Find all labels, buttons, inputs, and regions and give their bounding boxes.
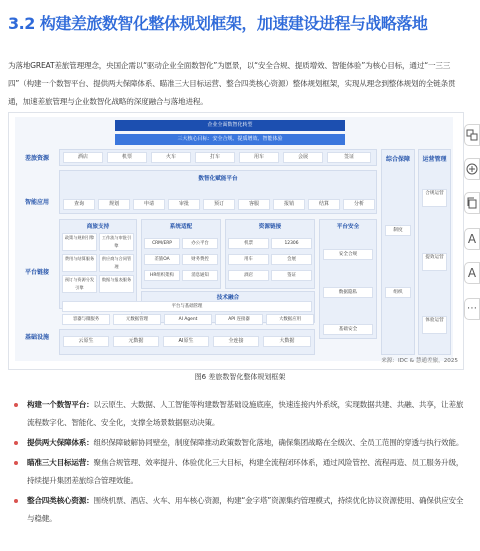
tech-cell: API 连接器 xyxy=(215,314,263,325)
app-cell: 客服 xyxy=(238,199,270,210)
tech-cell: 容器与微服务 xyxy=(62,314,110,325)
app-cell: 申请 xyxy=(133,199,165,210)
channel-cell: 机票 xyxy=(228,238,269,249)
security-cell: 安全合规 xyxy=(323,249,373,260)
figure-caption: 图6 差旅数智化整体规划框架 xyxy=(194,373,286,381)
bullet-item xyxy=(10,454,464,490)
tech-platform-bar: 平台与基础管理 xyxy=(62,301,312,312)
app-cell: 预订 xyxy=(203,199,235,210)
bullet-head: 整合四类核心资源： xyxy=(27,496,94,505)
infra-cell: 云原生 xyxy=(63,336,109,347)
business-cell: 政策与规则引擎 xyxy=(62,233,97,251)
intro-paragraph: 为落地GREAT差旅管理理念，央国企需以“驱动企业全面数智化”为愿景，以“安全合规、提质增效、智能体验”为核心目标，通过“一三三四”（构建一个数智平台、提供两大保障体系、瞄准三大目标运营、整合四类核心资源）整体规划框架，实现从理念到整体规划的全链条贯通，加速差旅管理与企业数智化战略的深度融合与落地进程。 xyxy=(8,61,456,106)
systems-title: 系统适配 xyxy=(169,224,193,230)
guarantee-panel xyxy=(381,149,415,355)
resource-cell: 机票 xyxy=(107,152,147,163)
app-cell: 规划 xyxy=(98,199,130,210)
system-cell: 办公平台 xyxy=(182,238,218,249)
ops-title: 运营管理 xyxy=(422,156,447,163)
bullet-head: 提供两大保障体系： xyxy=(27,438,94,447)
bullet-item xyxy=(10,434,464,452)
app-cell: 查询 xyxy=(63,199,95,210)
framework-diagram xyxy=(15,117,453,361)
system-cell: 差旅OA xyxy=(144,254,180,265)
guarantee-cell: 组织 xyxy=(385,287,411,298)
row-label-infra: 基础设施 xyxy=(24,334,49,341)
section-title: 3.2 构建差旅数智化整体规划框架，加速建设进程与战略落地 xyxy=(8,14,428,33)
business-title: 商旅支持 xyxy=(86,224,110,230)
business-cell: 预订与资源分发引擎 xyxy=(62,275,97,293)
bullet-item xyxy=(10,396,464,432)
security-panel xyxy=(319,219,377,339)
row-label-links: 平台链接 xyxy=(24,269,49,276)
security-title: 平台安全 xyxy=(336,224,360,230)
business-cell: 数据与报表服务 xyxy=(99,275,134,293)
resource-cell: 会展 xyxy=(283,152,323,163)
infra-cell: AI原生 xyxy=(163,336,209,347)
vision-bar: 企业全面数智化转型 xyxy=(115,120,345,131)
business-cell: 供应商与合同管理 xyxy=(99,254,134,272)
guarantee-title: 综合保障 xyxy=(385,156,410,163)
ops-cell: 提效运营 xyxy=(422,253,447,271)
system-cell: CRM/ERP xyxy=(144,238,180,249)
app-cell: 报销 xyxy=(273,199,305,210)
resource-cell: 用车 xyxy=(239,152,279,163)
bullet-head: 瞄准三大目标运营： xyxy=(27,458,94,467)
resource-cell: 签证 xyxy=(327,152,371,163)
ops-cell: 合规运营 xyxy=(422,189,447,207)
app-cell: 结算 xyxy=(308,199,340,210)
channel-cell: 签证 xyxy=(271,270,312,281)
infra-cell: 元数据 xyxy=(113,336,159,347)
channel-cell: 酒店 xyxy=(228,270,269,281)
security-cell: 基础安全 xyxy=(323,324,373,335)
tech-cell: 大数据应用 xyxy=(266,314,314,325)
business-cell: 费用与结算服务 xyxy=(62,254,97,272)
bullet-dot-icon xyxy=(14,441,18,445)
infra-cell: 大数据 xyxy=(263,336,311,347)
bullet-dot-icon xyxy=(14,461,18,465)
resource-cell: 打车 xyxy=(195,152,235,163)
figure-frame xyxy=(8,112,464,370)
plus-circle-icon[interactable] xyxy=(464,158,480,180)
system-cell: 财务费控 xyxy=(182,254,218,265)
row-label-resources: 差旅资源 xyxy=(24,155,49,162)
font-accent-icon[interactable]: A xyxy=(464,262,480,284)
bullet-dot-icon xyxy=(14,403,18,407)
figure-source: 来源：IDC & 慧通差旅，2025 xyxy=(381,358,458,364)
business-cell: 工作流与审批引擎 xyxy=(99,233,134,251)
font-icon[interactable]: A xyxy=(464,228,480,250)
resource-cell: 酒店 xyxy=(63,152,103,163)
row-label-apps: 智能应用 xyxy=(24,199,49,206)
infra-cell: 全连接 xyxy=(213,336,259,347)
channels-title: 资源链接 xyxy=(258,224,282,230)
resource-cell: 火车 xyxy=(151,152,191,163)
system-cell: 消息通知 xyxy=(182,270,218,281)
tech-cell: 元数据管理 xyxy=(113,314,161,325)
more-icon[interactable]: ⋯ xyxy=(464,298,480,320)
tech-title: 技术融合 xyxy=(216,295,240,301)
channel-cell: 用车 xyxy=(228,254,269,265)
bullet-list xyxy=(10,396,464,530)
tech-cell: AI Agent xyxy=(164,314,212,325)
ops-cell: 体验运营 xyxy=(422,316,447,334)
bullet-text: 聚焦合规管理、效率提升、体验优化三大目标，构建全流程闭环体系，通过风险管控、流程再造、员工服务升级，持续提升集团差旅综合管理效能。 xyxy=(27,458,464,485)
translate-icon[interactable] xyxy=(464,124,480,146)
guarantee-cell: 制度 xyxy=(385,225,411,236)
channel-cell: 12306 xyxy=(271,238,312,249)
bullet-head: 构建一个数智平台： xyxy=(27,400,94,409)
system-cell: HR组织架构 xyxy=(144,270,180,281)
bullet-dot-icon xyxy=(14,499,18,503)
app-cell: 审批 xyxy=(168,199,200,210)
app-cell: 分析 xyxy=(343,199,375,210)
bullet-text: 以云原生、大数据、人工智能等构建数智基础设施底座，快速连接内外系统，实现数据共建、共融、共享，让差旅流程数字化、智能化、安全化，支撑全场景数据驱动决策。 xyxy=(27,400,464,427)
security-cell: 数据隐私 xyxy=(323,287,373,298)
bullet-item xyxy=(10,492,464,528)
channel-cell: 会展 xyxy=(271,254,312,265)
bullet-text: 围绕机票、酒店、火车、用车核心资源，构建“金字塔”资源集约管理模式，持续优化协议资源使用、确保供应安全与稳健。 xyxy=(27,496,464,523)
goals-bar: 三大核心目标：安全合规、提质增效、智能体验 xyxy=(115,134,345,145)
copy-icon[interactable] xyxy=(464,192,480,214)
platform-title: 数智化赋能平台 xyxy=(198,176,238,182)
bullet-text: 组织保障破解协同壁垒，制度保障推动政策数智化落地，确保集团战略在全级次、全员工范围的穿透与执行效能。 xyxy=(93,438,464,447)
